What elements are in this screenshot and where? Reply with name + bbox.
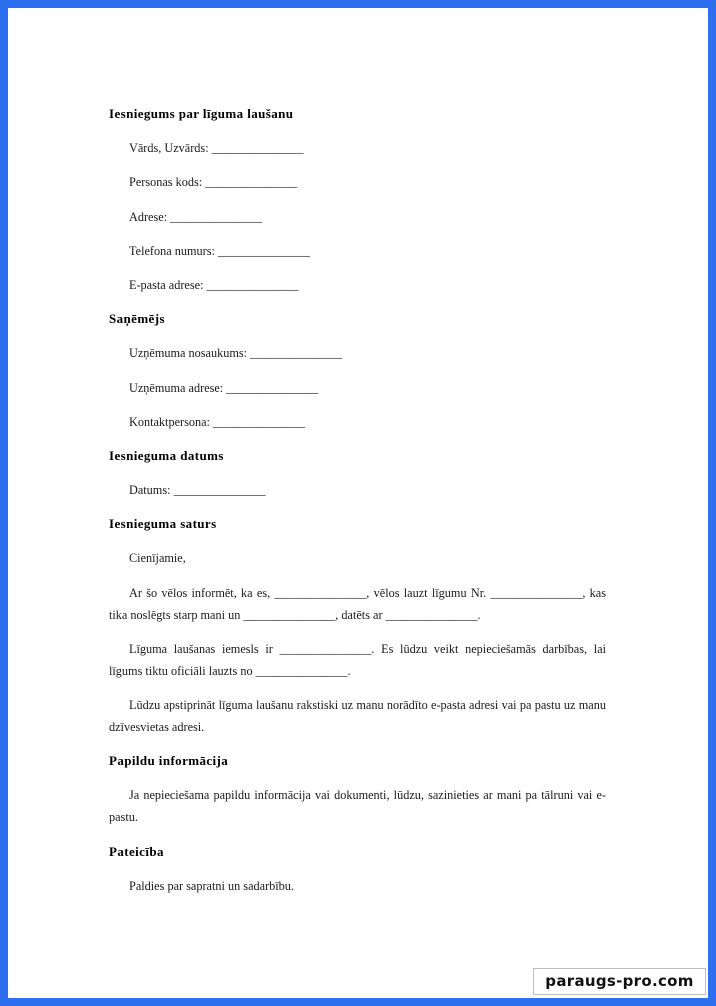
thanks-heading: Pateicība	[109, 843, 164, 859]
document-body	[109, 103, 606, 909]
content-paragraph: Ar šo vēlos informēt, ka es, _______________, vēlos lauzt līgumu Nr. _______________, kas tika noslēgts starp mani un _______________, datēts ar _______________.	[109, 585, 606, 622]
sender-email-field: E-pasta adrese: _______________	[129, 277, 299, 292]
recipient-contact-person-field: Kontaktpersona: _______________	[129, 414, 305, 429]
content-heading: Iesnieguma saturs	[109, 516, 217, 532]
recipient-company-name-field: Uzņēmuma nosaukums: _______________	[129, 346, 342, 361]
site-watermark: paraugs-pro.com	[533, 968, 706, 995]
thanks-text: Paldies par sapratni un sadarbību.	[129, 878, 294, 893]
recipient-company-address-field: Uzņēmuma adrese: _______________	[129, 380, 319, 395]
document-title: Iesniegums par līguma laušanu	[109, 106, 294, 121]
content-paragraph: Līguma laušanas iemesls ir _______________. Es lūdzu veikt nepieciešamās darbības, lai līgums tiktu oficiāli lauzts no _______________.	[109, 641, 606, 678]
salutation: Cienījamie,	[129, 551, 186, 566]
sender-personal-code-field: Personas kods: _______________	[129, 175, 298, 190]
content-paragraph: Lūdzu apstiprināt līguma laušanu rakstiski uz manu norādīto e-pasta adresi vai pa pastu uz manu dzīvesvietas adresi.	[109, 698, 606, 734]
date-field: Datums: _______________	[129, 483, 266, 498]
sender-phone-field: Telefona numurs: _______________	[129, 243, 310, 258]
sender-address-field: Adrese: _______________	[129, 209, 263, 224]
additional-info-heading: Papildu informācija	[109, 753, 229, 769]
sender-name-field: Vārds, Uzvārds: _______________	[129, 141, 304, 156]
recipient-heading: Saņēmējs	[109, 311, 165, 327]
additional-info-text: Ja nepieciešama papildu informācija vai dokumenti, lūdzu, sazinieties ar mani pa tālruni vai e-pastu.	[109, 788, 606, 825]
date-heading: Iesnieguma datums	[109, 447, 224, 463]
